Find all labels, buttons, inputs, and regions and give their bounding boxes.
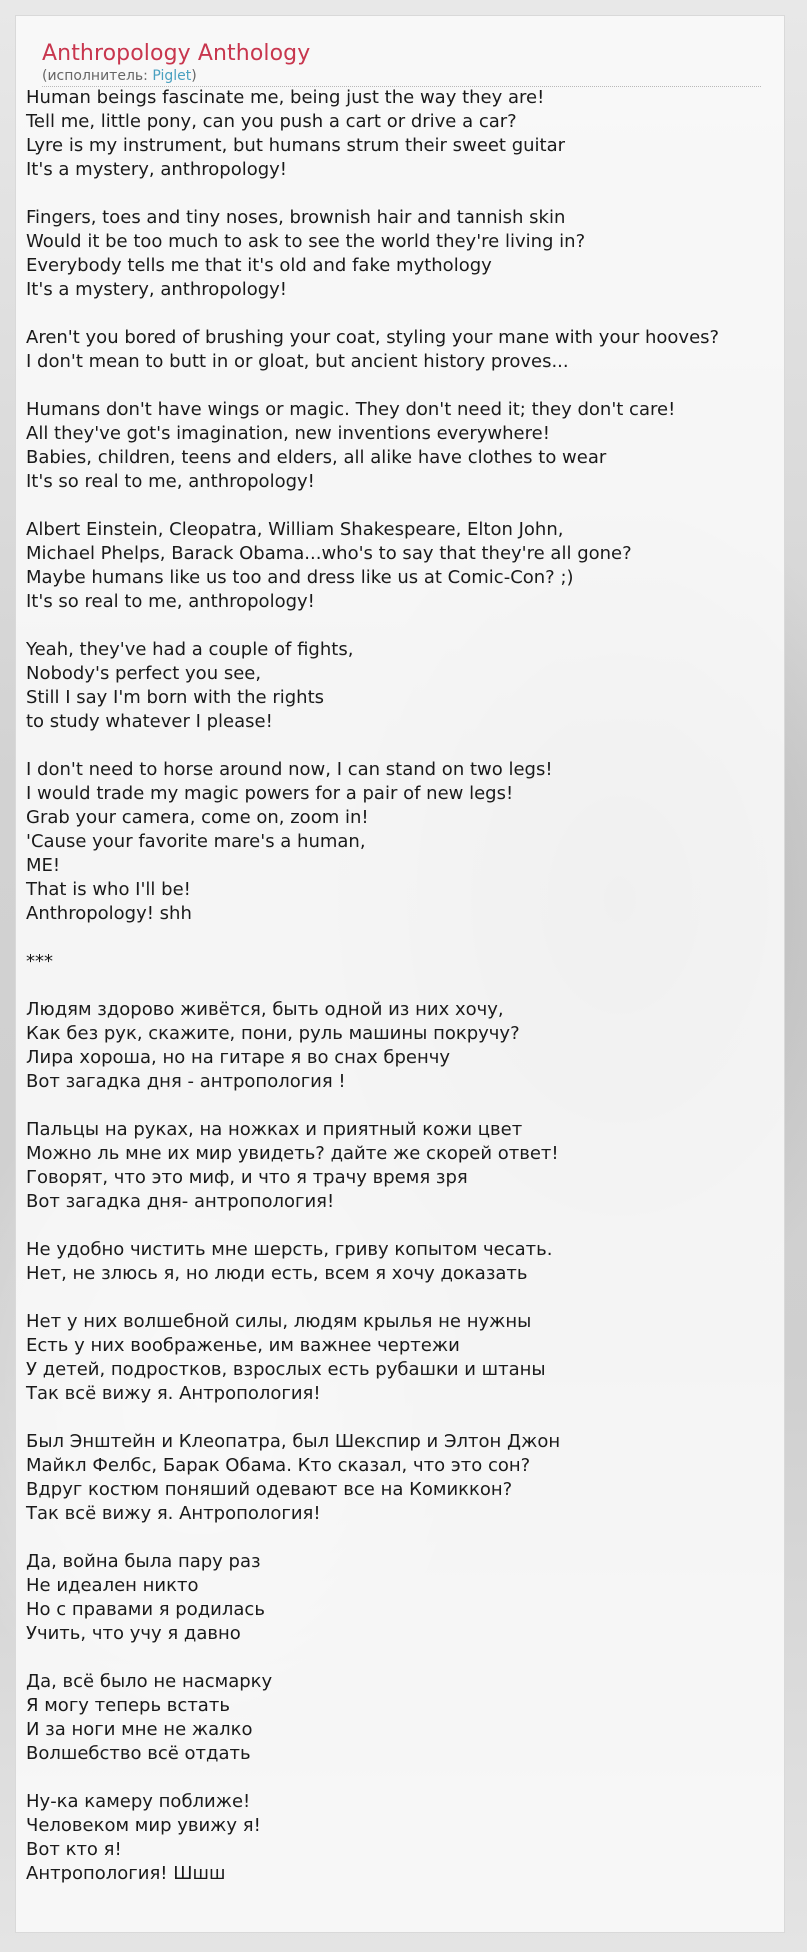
lyric-line: Антропология! Шшш	[26, 1863, 226, 1884]
lyric-line: Lyre is my instrument, but humans strum their sweet guitar	[26, 135, 566, 156]
lyrics-text	[26, 86, 796, 1910]
lyric-line: У детей, подростков, взрослых есть рубашки и штаны	[26, 1359, 546, 1380]
lyric-line: to study whatever I please!	[26, 711, 273, 732]
lyric-line: И за ноги мне не жалко	[26, 1719, 253, 1740]
lyrics-stanza	[26, 1430, 796, 1526]
lyric-line: Так всё вижу я. Антропология!	[26, 1383, 321, 1404]
lyrics-stanza	[26, 1670, 796, 1766]
lyric-line: 'Cause your favorite mare's a human,	[26, 831, 366, 852]
lyric-line: Но с правами я родилась	[26, 1599, 265, 1620]
lyrics-stanza	[26, 638, 796, 734]
lyric-line: ME!	[26, 855, 61, 876]
lyric-line: It's a mystery, anthropology!	[26, 279, 288, 300]
lyric-line: Да, война была пару раз	[26, 1551, 261, 1572]
lyric-line: Babies, children, teens and elders, all alike have clothes to wear	[26, 447, 607, 468]
lyric-line: Я могу теперь встать	[26, 1695, 230, 1716]
lyric-line: Maybe humans like us too and dress like us at Comic-Con? ;)	[26, 567, 574, 588]
lyric-line: Говорят, что это миф, и что я трачу время зря	[26, 1167, 468, 1188]
lyrics-stanza	[26, 326, 796, 374]
lyric-line: Не идеален никто	[26, 1575, 199, 1596]
lyric-line: Майкл Фелбс, Барак Обама. Кто сказал, что это сон?	[26, 1455, 531, 1476]
lyric-line: Человеком мир увижу я!	[26, 1815, 261, 1836]
lyrics-stanza	[26, 950, 796, 974]
lyric-line: Волшебство всё отдать	[26, 1743, 251, 1764]
lyric-line: That is who I'll be!	[26, 879, 191, 900]
lyric-line: Albert Einstein, Cleopatra, William Shakespeare, Elton John,	[26, 519, 564, 540]
performer-prefix: (исполнитель:	[42, 68, 153, 84]
performer-link[interactable]: Piglet	[152, 68, 192, 84]
song-title: Anthropology Anthology	[42, 41, 311, 66]
lyric-line: Fingers, toes and tiny noses, brownish hair and tannish skin	[26, 207, 566, 228]
lyric-line: Вот загадка дня- антропология!	[26, 1191, 335, 1212]
lyrics-stanza	[26, 518, 796, 614]
lyric-line: Был Энштейн и Клеопатра, был Шекспир и Элтон Джон	[26, 1431, 561, 1452]
lyric-line: Да, всё было не насмарку	[26, 1671, 273, 1692]
lyric-line: Nobody's perfect you see,	[26, 663, 262, 684]
lyric-line: Нет, не злюсь я, но люди есть, всем я хочу доказать	[26, 1263, 528, 1284]
lyric-line: Grab your camera, come on, zoom in!	[26, 807, 369, 828]
lyric-line: Не удобно чистить мне шерсть, гриву копытом чесать.	[26, 1239, 553, 1260]
lyric-line: Human beings fascinate me, being just the way they are!	[26, 87, 545, 108]
lyric-line: ***	[26, 951, 53, 972]
lyric-line: Would it be too much to ask to see the world they're living in?	[26, 231, 586, 252]
lyric-line: Ну-ка камеру поближе!	[26, 1791, 251, 1812]
lyric-line: It's a mystery, anthropology!	[26, 159, 288, 180]
lyric-line: Учить, что учу я давно	[26, 1623, 241, 1644]
lyric-line: Нет у них волшебной силы, людям крылья не нужны	[26, 1311, 532, 1332]
lyric-line: Вдруг костюм поняший одевают все на Комиккон?	[26, 1479, 513, 1500]
song-header	[42, 40, 761, 87]
lyrics-stanza	[26, 1310, 796, 1406]
lyric-line: Так всё вижу я. Антропология!	[26, 1503, 321, 1524]
lyrics-stanza	[26, 1790, 796, 1886]
lyrics-stanza	[26, 1118, 796, 1214]
lyric-line: Как без рук, скажите, пони, руль машины покручу?	[26, 1023, 520, 1044]
lyric-line: It's so real to me, anthropology!	[26, 471, 315, 492]
lyric-line: Лира хороша, но на гитаре я во снах бренчу	[26, 1047, 450, 1068]
lyric-line: I would trade my magic powers for a pair of new legs!	[26, 783, 514, 804]
lyric-line: All they've got's imagination, new inventions everywhere!	[26, 423, 550, 444]
performer-suffix: )	[191, 68, 197, 84]
lyrics-stanza	[26, 206, 796, 302]
lyrics-stanza	[26, 998, 796, 1094]
lyric-line: Вот загадка дня - антропология !	[26, 1071, 346, 1092]
lyric-line: Everybody tells me that it's old and fake mythology	[26, 255, 492, 276]
lyric-line: Aren't you bored of brushing your coat, styling your mane with your hooves?	[26, 327, 720, 348]
lyric-line: Можно ль мне их мир увидеть? дайте же скорей ответ!	[26, 1143, 559, 1164]
lyric-line: Есть у них воображенье, им важнее чертежи	[26, 1335, 460, 1356]
lyrics-stanza	[26, 1238, 796, 1286]
lyric-line: Пальцы на руках, на ножках и приятный кожи цвет	[26, 1119, 523, 1140]
lyric-line: Humans don't have wings or magic. They don't need it; they don't care!	[26, 399, 676, 420]
lyrics-stanza	[26, 1550, 796, 1646]
lyric-line: I don't need to horse around now, I can stand on two legs!	[26, 759, 553, 780]
lyric-line: Yeah, they've had a couple of fights,	[26, 639, 354, 660]
lyrics-stanza	[26, 86, 796, 182]
lyric-line: Tell me, little pony, can you push a cart or drive a car?	[26, 111, 517, 132]
lyric-line: Still I say I'm born with the rights	[26, 687, 325, 708]
lyric-line: I don't mean to butt in or gloat, but ancient history proves...	[26, 351, 569, 372]
lyrics-stanza	[26, 758, 796, 926]
lyric-line: Anthropology! shh	[26, 903, 192, 924]
lyrics-stanza	[26, 398, 796, 494]
lyric-line: Людям здорово живётся, быть одной из них хочу,	[26, 999, 504, 1020]
lyric-line: It's so real to me, anthropology!	[26, 591, 315, 612]
lyric-line: Michael Phelps, Barack Obama...who's to say that they're all gone?	[26, 543, 632, 564]
lyric-line: Вот кто я!	[26, 1839, 122, 1860]
performer-line	[42, 68, 761, 85]
